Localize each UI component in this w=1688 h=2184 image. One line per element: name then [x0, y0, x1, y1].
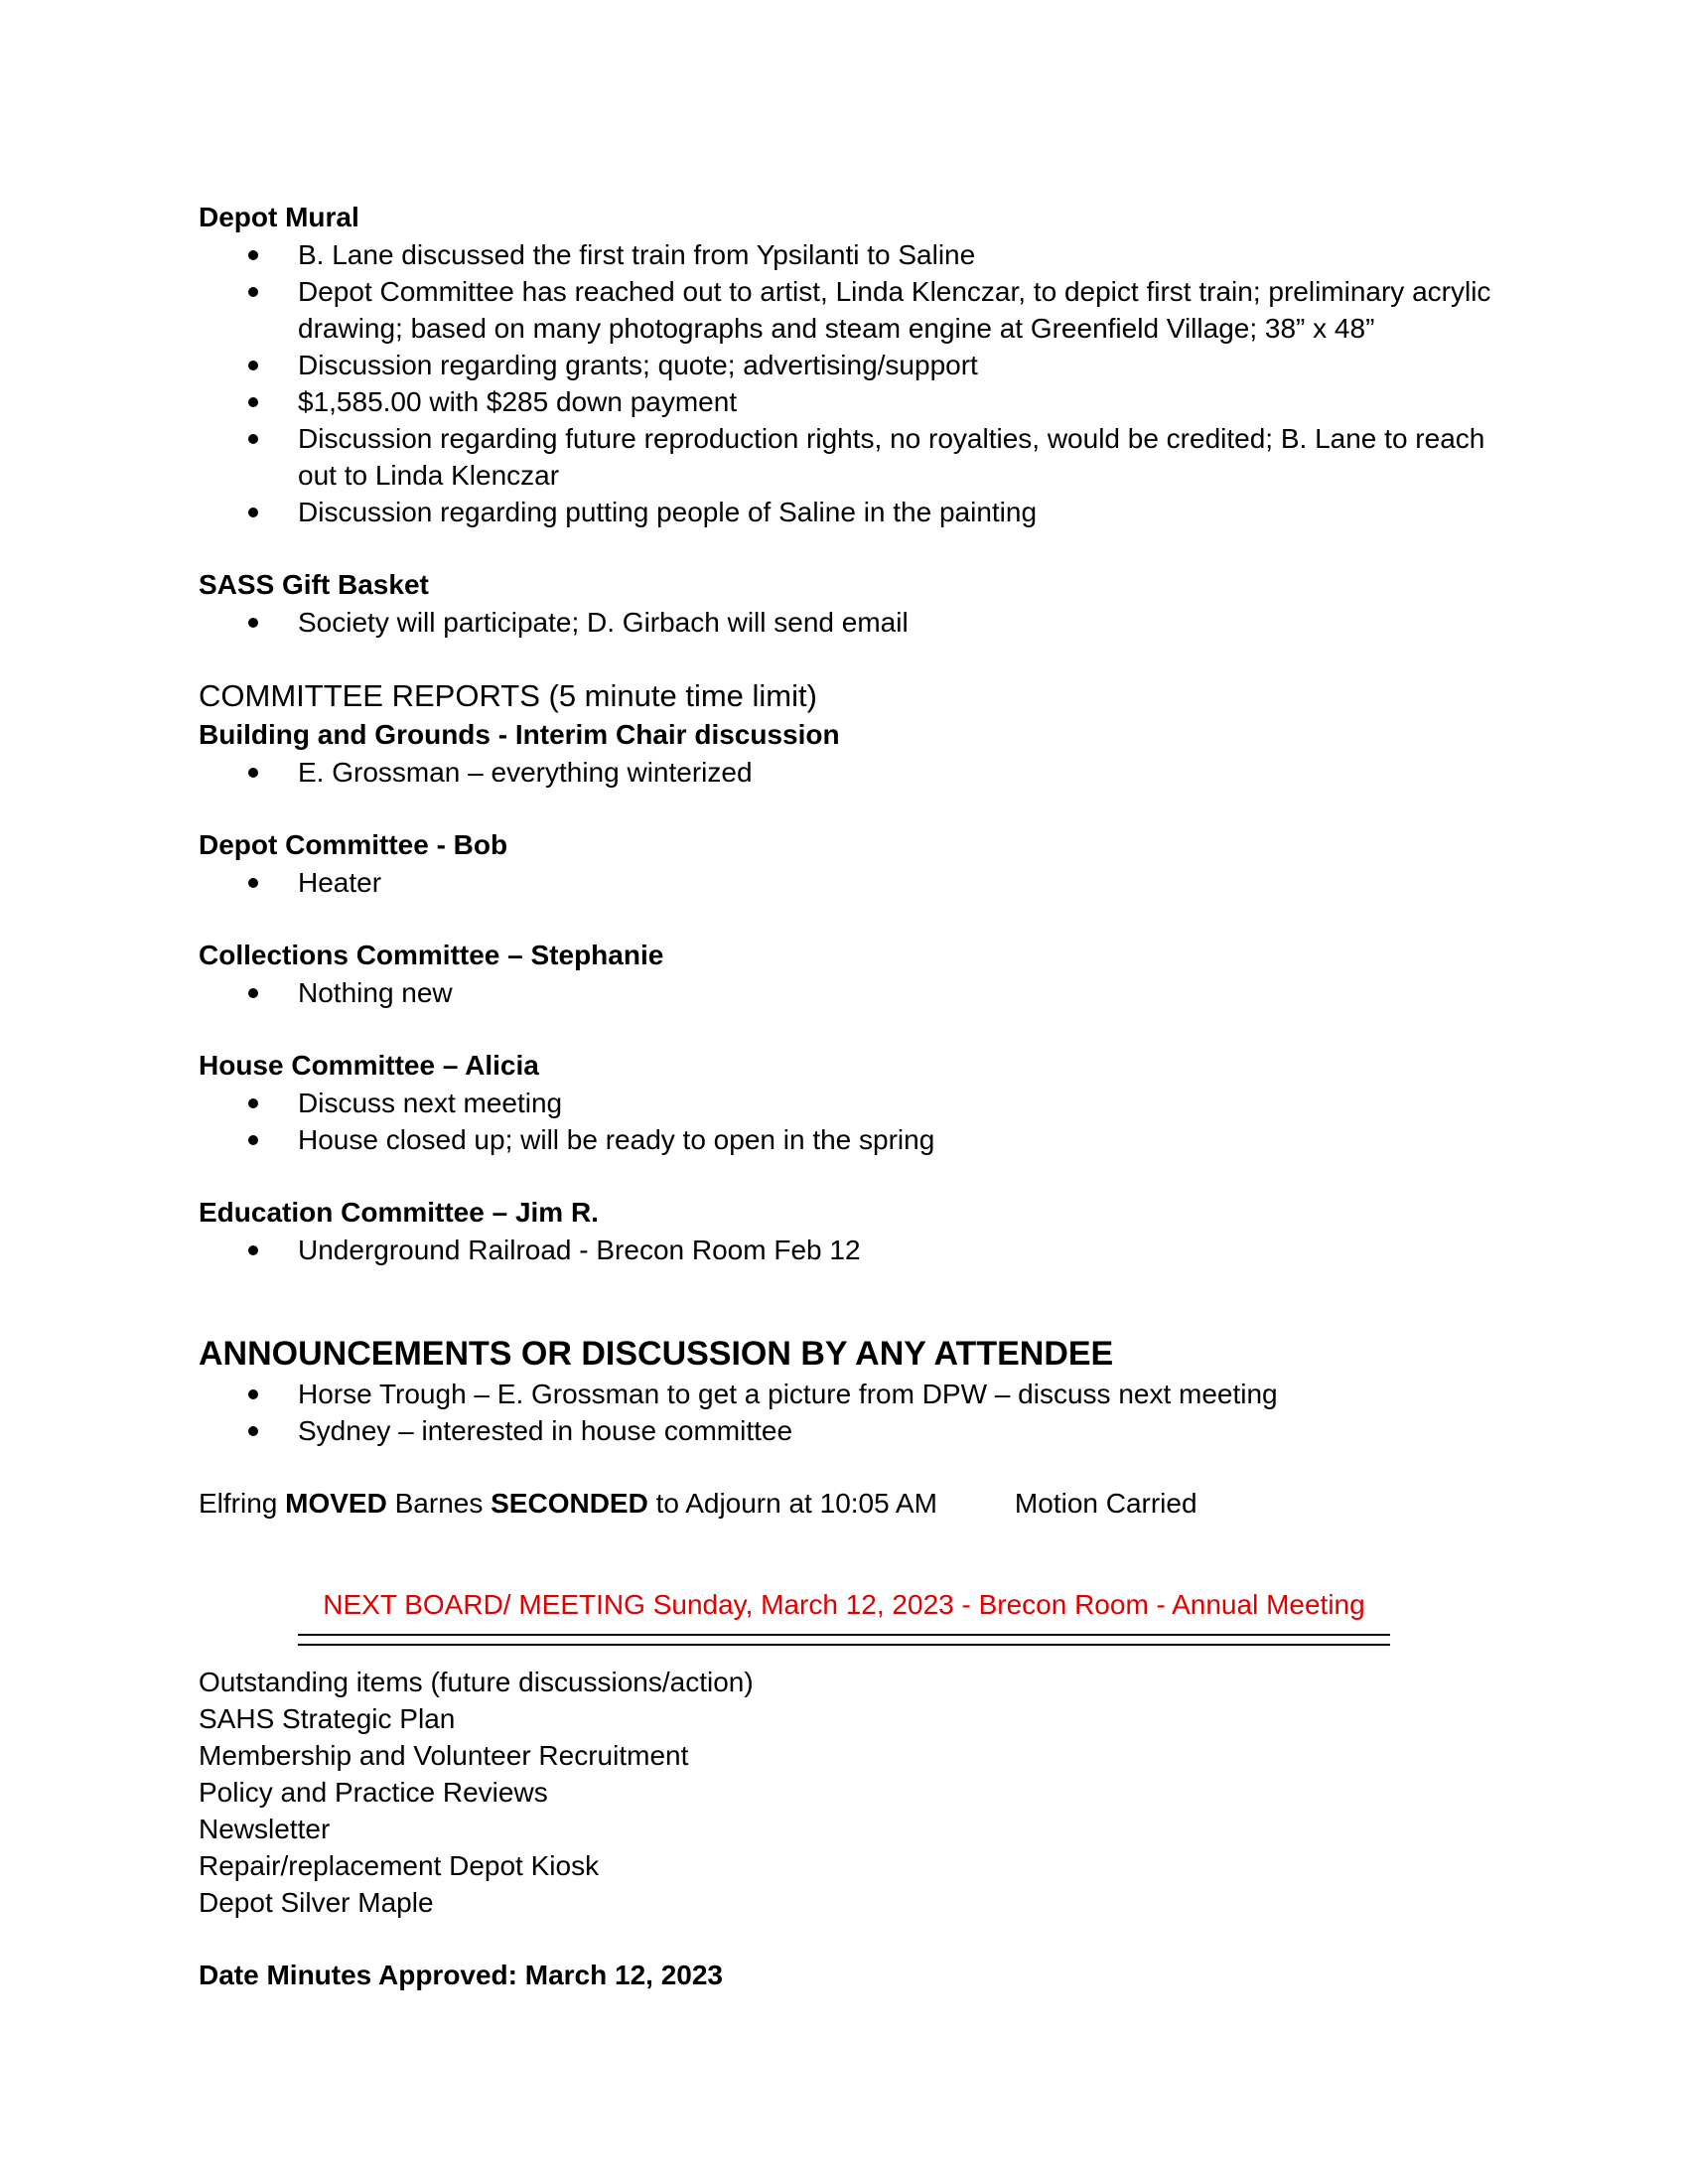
education-committee-list: [199, 1232, 1509, 1268]
outstanding-item: SAHS Strategic Plan: [199, 1703, 456, 1734]
outstanding-item: Depot Silver Maple: [199, 1887, 434, 1918]
list-item: Horse Trough – E. Grossman to get a picture from DPW – discuss next meeting: [199, 1376, 1509, 1412]
list-item: $1,585.00 with $285 down payment: [199, 383, 1509, 420]
list-item: Depot Committee has reached out to artist, Linda Klenczar, to depict first train; preliminary acrylic drawing; based on many photographs and steam engine at Greenfield Village; 38” x 48”: [199, 273, 1509, 347]
section-title-depot-mural: Depot Mural: [199, 202, 359, 232]
motion-action: to Adjourn at 10:05 AM: [655, 1488, 937, 1519]
list-item: Underground Railroad - Brecon Room Feb 12: [199, 1232, 1509, 1268]
section-title-depot-committee: Depot Committee - Bob: [199, 829, 508, 860]
motion-mover: Elfring: [199, 1488, 278, 1519]
list-item: Discussion regarding putting people of Saline in the painting: [199, 494, 1509, 530]
minutes-page: [199, 199, 1509, 1994]
outstanding-item: Repair/replacement Depot Kiosk: [199, 1850, 600, 1881]
section-title-building-grounds: Building and Grounds - Interim Chair discussion: [199, 719, 840, 750]
list-item: Discuss next meeting: [199, 1085, 1509, 1121]
list-item: E. Grossman – everything winterized: [199, 754, 1509, 791]
list-item: Discussion regarding grants; quote; advertising/support: [199, 347, 1509, 383]
section-title-committee-reports: COMMITTEE REPORTS (5 minute time limit): [199, 678, 817, 713]
motion-seconder: Barnes: [394, 1488, 484, 1519]
list-item: Society will participate; D. Girbach will send email: [199, 604, 1509, 641]
motion-seconded-word: SECONDED: [491, 1488, 648, 1519]
motion-moved-word: MOVED: [285, 1488, 387, 1519]
announcements-list: [199, 1376, 1509, 1449]
depot-mural-list: [199, 236, 1509, 530]
outstanding-item: Membership and Volunteer Recruitment: [199, 1740, 689, 1771]
divider-line: [298, 1634, 1390, 1646]
sass-gift-basket-list: [199, 604, 1509, 641]
motion-result: Motion Carried: [1014, 1488, 1197, 1519]
list-item: B. Lane discussed the first train from Ypsilanti to Saline: [199, 236, 1509, 273]
section-title-sass-gift-basket: SASS Gift Basket: [199, 569, 429, 600]
section-title-collections-committee: Collections Committee – Stephanie: [199, 940, 664, 970]
collections-committee-list: [199, 974, 1509, 1011]
list-item: Discussion regarding future reproduction rights, no royalties, would be credited; B. Lane to reach out to Linda Klenczar: [199, 420, 1509, 494]
section-title-announcements: ANNOUNCEMENTS OR DISCUSSION BY ANY ATTENDEE: [199, 1335, 1114, 1373]
building-grounds-list: [199, 754, 1509, 791]
section-title-house-committee: House Committee – Alicia: [199, 1050, 539, 1081]
list-item: Sydney – interested in house committee: [199, 1412, 1509, 1449]
depot-committee-list: [199, 864, 1509, 901]
outstanding-items-title: Outstanding items (future discussions/action): [199, 1667, 754, 1697]
outstanding-item: Newsletter: [199, 1814, 331, 1844]
minutes-approval-date: Date Minutes Approved: March 12, 2023: [199, 1960, 724, 1990]
list-item: Nothing new: [199, 974, 1509, 1011]
house-committee-list: [199, 1085, 1509, 1158]
outstanding-item: Policy and Practice Reviews: [199, 1777, 548, 1808]
section-title-education-committee: Education Committee – Jim R.: [199, 1197, 599, 1228]
next-meeting-notice: NEXT BOARD/ MEETING Sunday, March 12, 2023 - Brecon Room - Annual Meeting: [323, 1589, 1365, 1620]
list-item: House closed up; will be ready to open in the spring: [199, 1121, 1509, 1158]
list-item: Heater: [199, 864, 1509, 901]
adjourn-motion: [199, 1485, 1509, 1523]
